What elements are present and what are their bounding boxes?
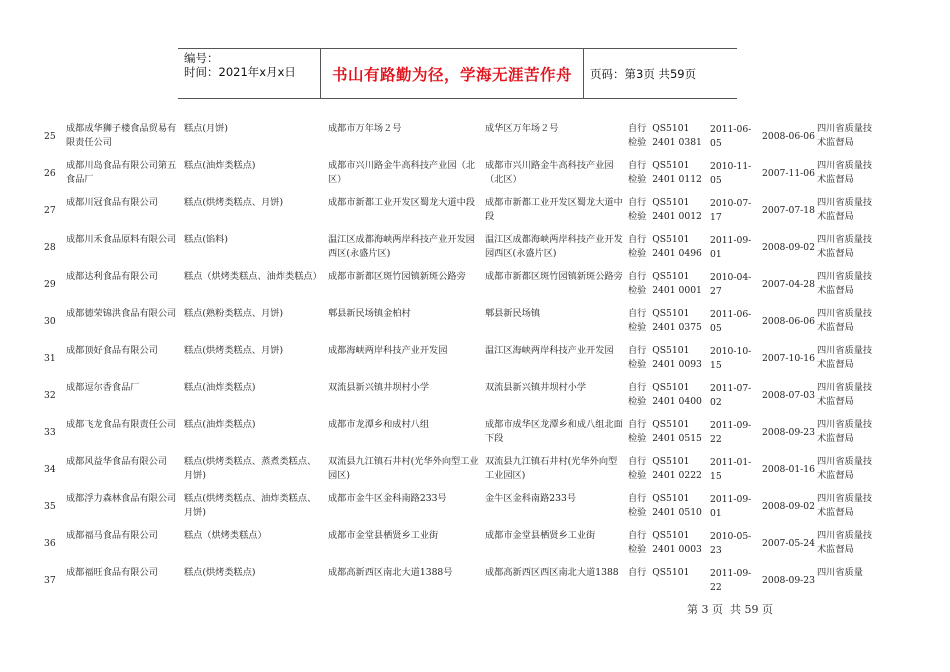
product-type: 糕点（烘烤类糕点、油炸类糕点） <box>184 271 322 282</box>
row-number: 25 <box>44 130 56 142</box>
table-row <box>0 231 950 268</box>
page-header <box>178 48 737 99</box>
company-name: 成都达利食品有限公司 <box>66 271 158 282</box>
production-address: 成都市新都区斑竹园镇新斑公路旁 <box>485 271 623 282</box>
company-name: 成都德荣锦洪食品有限公司 <box>66 308 177 319</box>
issue-date: 2007-04-28 <box>762 278 815 290</box>
table-row <box>0 490 950 527</box>
table-row <box>0 157 950 194</box>
table-row <box>0 564 950 601</box>
company-name: 成都福旺食品有限公司 <box>66 567 158 578</box>
company-name: 成都福马食品有限公司 <box>66 530 158 541</box>
row-number: 30 <box>44 315 56 327</box>
company-name: 成都成华狮子楼食品贸易有限责任公司 <box>66 123 177 148</box>
row-number: 37 <box>44 574 56 586</box>
inspection-license: 自行 QS5101 检验 2401 0400 <box>628 382 702 407</box>
company-name: 成都川禾食品原料有限公司 <box>66 234 177 245</box>
company-address: 成都市新都工业开发区蜀龙大道中段 <box>328 197 475 208</box>
expiry-date: 2011-07-02 <box>710 383 752 408</box>
inspection-license: 自行 QS5101 检验 2401 0515 <box>628 419 702 444</box>
inspection-license: 自行 QS5101 检验 2401 0496 <box>628 234 702 259</box>
table-row <box>0 379 950 416</box>
expiry-date: 2011-01-15 <box>710 457 752 482</box>
expiry-date: 2011-09-22 <box>710 420 752 445</box>
doc-code-label: 编号： <box>184 51 219 65</box>
doc-time-label: 时间：2021年x月x日 <box>184 65 296 79</box>
company-name: 成都飞龙食品有限责任公司 <box>66 419 177 430</box>
table-row <box>0 268 950 305</box>
product-type: 糕点(烘烤类糕点) <box>184 567 256 578</box>
issuing-authority: 四川省质量技术监督局 <box>817 197 873 222</box>
inspection-license: 自行 QS5101 检验 2401 0001 <box>628 271 702 296</box>
table-row <box>0 194 950 231</box>
issuing-authority: 四川省质量技术监督局 <box>817 308 873 333</box>
company-address: 双流县九江镇石井村(光华外向型工业园区) <box>328 456 479 481</box>
expiry-date: 2011-06-05 <box>710 124 752 149</box>
inspection-license: 自行 QS5101 检验 2401 0375 <box>628 308 702 333</box>
row-number: 27 <box>44 204 56 216</box>
expiry-date: 2011-06-05 <box>710 309 752 334</box>
inspection-license: 自行 QS5101 检验 2401 0093 <box>628 345 702 370</box>
company-name: 成都逗尔香食品厂 <box>66 382 140 393</box>
company-name: 成都川冠食品有限公司 <box>66 197 158 208</box>
production-address: 成都高新西区西区南北大道1388 <box>485 567 619 578</box>
issuing-authority: 四川省质量技术监督局 <box>817 456 873 481</box>
product-type: 糕点(烘烤类糕点、油炸类糕点、月饼) <box>184 493 317 518</box>
inspection-license: 自行 QS5101 检验 2401 0510 <box>628 493 702 518</box>
inspection-license: 自行 QS5101 检验 2401 0222 <box>628 456 702 481</box>
issuing-authority: 四川省质量技术监督局 <box>817 530 873 555</box>
issue-date: 2007-11-06 <box>762 167 815 179</box>
company-name: 成都浮力森林食品有限公司 <box>66 493 177 504</box>
issuing-authority: 四川省质量技术监督局 <box>817 382 873 407</box>
company-address: 温江区成都海峡两岸科技产业开发园西区(永盛片区) <box>328 234 475 259</box>
production-address: 双流县新兴镇井坝村小学 <box>485 382 587 393</box>
issuing-authority: 四川省质量技术监督局 <box>817 123 873 148</box>
expiry-date: 2011-09-22 <box>710 568 752 593</box>
row-number: 29 <box>44 278 56 290</box>
production-address: 成都市新都工业开发区蜀龙大道中段 <box>485 197 623 222</box>
inspection-license: 自行 QS5101 检验 2401 0012 <box>628 197 702 222</box>
company-address: 成都市兴川路金牛高科技产业园（北区） <box>328 160 475 185</box>
company-address: 成都海峡两岸科技产业开发园 <box>328 345 448 356</box>
issue-date: 2007-07-18 <box>762 204 815 216</box>
issue-date: 2008-09-02 <box>762 241 815 253</box>
row-number: 34 <box>44 463 56 475</box>
header-motto: 书山有路勤为径，学海无涯苦作舟 <box>320 49 584 98</box>
production-address: 温江区成都海峡两岸科技产业开发园西区(永盛片区) <box>485 234 623 259</box>
expiry-date: 2010-05-23 <box>710 531 752 556</box>
page-footer: 第 3 页 共 59 页 <box>687 603 773 616</box>
production-address: 郫县新民场镇 <box>485 308 541 319</box>
product-type: 糕点(油炸类糕点) <box>184 419 256 430</box>
company-address: 成都市龙潭乡和成村八组 <box>328 419 430 430</box>
company-name: 成都顶好食品有限公司 <box>66 345 158 356</box>
company-address: 双流县新兴镇井坝村小学 <box>328 382 430 393</box>
product-type: 糕点(馅料) <box>184 234 228 245</box>
production-address: 成华区万年场２号 <box>485 123 559 134</box>
issuing-authority: 四川省质量 <box>817 567 863 578</box>
issue-date: 2008-01-16 <box>762 463 815 475</box>
row-number: 36 <box>44 537 56 549</box>
issuing-authority: 四川省质量技术监督局 <box>817 271 873 296</box>
header-page-info: 页码：第3页 共59页 <box>590 66 697 81</box>
company-address: 郫县新民场镇金柏村 <box>328 308 411 319</box>
product-type: 糕点(烘烤类糕点、蒸煮类糕点、月饼) <box>184 456 317 481</box>
product-type: 糕点(熟粉类糕点、月饼) <box>184 308 284 319</box>
issue-date: 2008-06-06 <box>762 315 815 327</box>
company-address: 成都高新西区南北大道1388号 <box>328 567 453 578</box>
product-type: 糕点(油炸类糕点) <box>184 382 256 393</box>
company-name: 成都风益华食品有限公司 <box>66 456 168 467</box>
issue-date: 2008-09-23 <box>762 574 815 586</box>
row-number: 31 <box>44 352 56 364</box>
issue-date: 2008-09-23 <box>762 426 815 438</box>
company-address: 成都市新都区斑竹园镇新斑公路旁 <box>328 271 466 282</box>
issue-date: 2007-05-24 <box>762 537 815 549</box>
row-number: 26 <box>44 167 56 179</box>
table-row <box>0 527 950 564</box>
inspection-license: 自行 QS5101 检验 2401 0003 <box>628 530 702 555</box>
expiry-date: 2010-04-27 <box>710 272 752 297</box>
expiry-date: 2010-07-17 <box>710 198 752 223</box>
table-row <box>0 416 950 453</box>
inspection-license: 自行 QS5101 <box>628 567 690 578</box>
issuing-authority: 四川省质量技术监督局 <box>817 234 873 259</box>
issuing-authority: 四川省质量技术监督局 <box>817 345 873 370</box>
issue-date: 2007-10-16 <box>762 352 815 364</box>
product-type: 糕点(烘烤类糕点、月饼) <box>184 345 284 356</box>
row-number: 32 <box>44 389 56 401</box>
issuing-authority: 四川省质量技术监督局 <box>817 419 873 444</box>
company-address: 成都市金牛区金科南路233号 <box>328 493 447 504</box>
product-type: 糕点(烘烤类糕点、月饼) <box>184 197 284 208</box>
inspection-license: 自行 QS5101 检验 2401 0112 <box>628 160 702 185</box>
production-address: 温江区海峡两岸科技产业开发园 <box>485 345 614 356</box>
company-address: 成都市金堂县栖贤乡工业街 <box>328 530 439 541</box>
expiry-date: 2010-10-15 <box>710 346 752 371</box>
issue-date: 2008-07-03 <box>762 389 815 401</box>
product-type: 糕点（烘烤类糕点） <box>184 530 267 541</box>
row-number: 35 <box>44 500 56 512</box>
product-type: 糕点(月饼) <box>184 123 228 134</box>
production-address: 成都市兴川路金牛高科技产业园（北区） <box>485 160 614 185</box>
expiry-date: 2011-09-01 <box>710 235 752 260</box>
row-number: 33 <box>44 426 56 438</box>
issue-date: 2008-09-02 <box>762 500 815 512</box>
company-address: 成都市万年场２号 <box>328 123 402 134</box>
production-address: 成都市成华区龙潭乡和成八组北面下段 <box>485 419 623 444</box>
production-address: 金牛区金科南路233号 <box>485 493 577 504</box>
issue-date: 2008-06-06 <box>762 130 815 142</box>
expiry-date: 2010-11-05 <box>710 161 752 186</box>
product-type: 糕点(油炸类糕点) <box>184 160 256 171</box>
company-name: 成都川岛食品有限公司第五食品厂 <box>66 160 177 185</box>
expiry-date: 2011-09-01 <box>710 494 752 519</box>
table-row <box>0 120 950 157</box>
production-address: 双流县九江镇石井村(光华外向型工业园区) <box>485 456 618 481</box>
table-row <box>0 305 950 342</box>
table-row <box>0 342 950 379</box>
issuing-authority: 四川省质量技术监督局 <box>817 160 873 185</box>
production-address: 成都市金堂县栖贤乡工业街 <box>485 530 596 541</box>
header-meta <box>184 51 296 79</box>
issuing-authority: 四川省质量技术监督局 <box>817 493 873 518</box>
row-number: 28 <box>44 241 56 253</box>
inspection-license: 自行 QS5101 检验 2401 0381 <box>628 123 702 148</box>
table-row <box>0 453 950 490</box>
